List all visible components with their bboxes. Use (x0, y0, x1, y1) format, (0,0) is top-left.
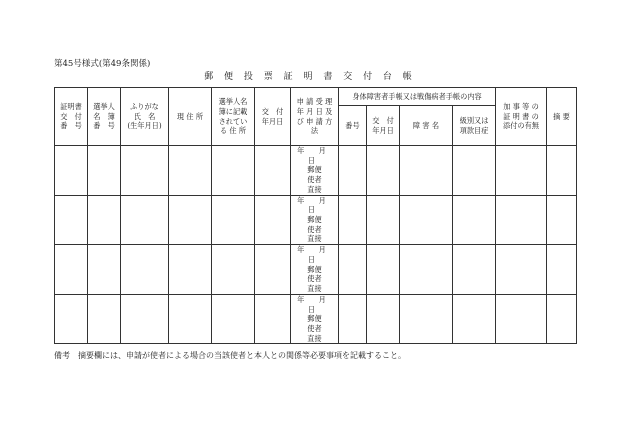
request-date-label: 年 月 日 (297, 245, 332, 264)
table-cell[interactable] (255, 245, 291, 295)
request-cell (291, 195, 339, 245)
request-method-label: 使者 (307, 274, 322, 284)
table-row (55, 146, 577, 196)
header-roll-number: 選挙人 名 簿 番 号 (88, 88, 121, 146)
table-cell[interactable] (88, 146, 121, 196)
request-method-label: 直接 (307, 284, 322, 294)
table-cell[interactable] (169, 245, 212, 295)
table-cell[interactable] (255, 195, 291, 245)
table-cell[interactable] (212, 195, 255, 245)
ledger-table (54, 87, 577, 344)
table-cell[interactable] (400, 294, 453, 344)
table-cell[interactable] (400, 195, 453, 245)
request-method-label: 直接 (307, 184, 322, 194)
form-label: 第45号様式(第49条関係) (54, 59, 151, 69)
request-cell (291, 146, 339, 196)
ledger-rows (55, 146, 577, 344)
table-cell[interactable] (453, 294, 496, 344)
header-handbook-number: 番号 (339, 106, 367, 146)
request-method-label: 直接 (307, 333, 322, 343)
request-method-label: 郵便 (307, 215, 322, 225)
table-cell[interactable] (339, 195, 367, 245)
table-cell[interactable] (169, 294, 212, 344)
table-cell[interactable] (453, 245, 496, 295)
table-cell[interactable] (212, 146, 255, 196)
table-cell[interactable] (400, 245, 453, 295)
table-cell[interactable] (55, 195, 88, 245)
table-cell[interactable] (212, 294, 255, 344)
table-cell[interactable] (212, 245, 255, 295)
request-cell (291, 245, 339, 295)
header-cert-number: 証明書 交 付 番 号 (55, 88, 88, 146)
table-cell[interactable] (339, 245, 367, 295)
header-attachment: 加 事 等 の 証 明 書 の 添付の有無 (496, 88, 547, 146)
header-name: ふりがな 氏 名 (生年月日) (121, 88, 169, 146)
table-cell[interactable] (496, 245, 547, 295)
request-cell (291, 294, 339, 344)
table-cell[interactable] (255, 294, 291, 344)
request-method-label: 使者 (307, 323, 322, 333)
request-date-label: 年 月 日 (297, 294, 332, 314)
footnote: 備考 摘要欄には、申請が使者による場合の当該使者と本人との関係等必要事項を記載すること。 (54, 351, 406, 360)
table-cell[interactable] (496, 294, 547, 344)
table-cell[interactable] (367, 294, 400, 344)
table-cell[interactable] (169, 195, 212, 245)
table-cell[interactable] (88, 195, 121, 245)
table-cell[interactable] (453, 195, 496, 245)
table-cell[interactable] (400, 146, 453, 196)
table-cell[interactable] (547, 195, 577, 245)
request-date-label: 年 月 日 (297, 146, 332, 165)
table-cell[interactable] (55, 294, 88, 344)
table-cell[interactable] (55, 146, 88, 196)
header-handbook-grade: 級別又は 項款目症 (453, 106, 496, 146)
table-cell[interactable] (55, 245, 88, 295)
header-roll-address: 選挙人名 簿に記載 されてい る 住 所 (212, 88, 255, 146)
header-request: 申 請 受 理 年 月 日 及 び 申 請 方 法 (291, 88, 339, 146)
request-date-label: 年 月 日 (297, 195, 332, 215)
table-cell[interactable] (121, 245, 169, 295)
request-method-label: 郵便 (307, 165, 322, 175)
table-cell[interactable] (453, 146, 496, 196)
table-cell[interactable] (547, 146, 577, 196)
table-cell[interactable] (169, 146, 212, 196)
header-handbook-group: 身体障害者手帳又は戦傷病者手帳の内容 (339, 88, 496, 106)
table-row (55, 294, 577, 344)
request-method-label: 郵便 (307, 264, 322, 274)
table-cell[interactable] (367, 245, 400, 295)
request-method-label: 使者 (307, 175, 322, 185)
table-cell[interactable] (496, 146, 547, 196)
document-title: 郵 便 投 票 証 明 書 交 付 台 帳 (204, 72, 416, 82)
table-cell[interactable] (547, 294, 577, 344)
table-cell[interactable] (339, 294, 367, 344)
header-issue-date: 交 付 年月日 (255, 88, 291, 146)
table-cell[interactable] (496, 195, 547, 245)
header-summary: 摘 要 (547, 88, 577, 146)
header-handbook-disability: 障 害 名 (400, 106, 453, 146)
table-cell[interactable] (367, 195, 400, 245)
request-method-label: 郵便 (307, 314, 322, 324)
table-cell[interactable] (121, 146, 169, 196)
table-cell[interactable] (88, 245, 121, 295)
table-row (55, 245, 577, 295)
table-row (55, 195, 577, 245)
table-cell[interactable] (121, 294, 169, 344)
header-handbook-issue: 交 付 年月日 (367, 106, 400, 146)
table-cell[interactable] (367, 146, 400, 196)
request-method-label: 使者 (307, 224, 322, 234)
table-cell[interactable] (255, 146, 291, 196)
table-cell[interactable] (547, 245, 577, 295)
table-cell[interactable] (121, 195, 169, 245)
header-address: 現 住 所 (169, 88, 212, 146)
table-cell[interactable] (339, 146, 367, 196)
table-cell[interactable] (88, 294, 121, 344)
request-method-label: 直接 (307, 234, 322, 244)
